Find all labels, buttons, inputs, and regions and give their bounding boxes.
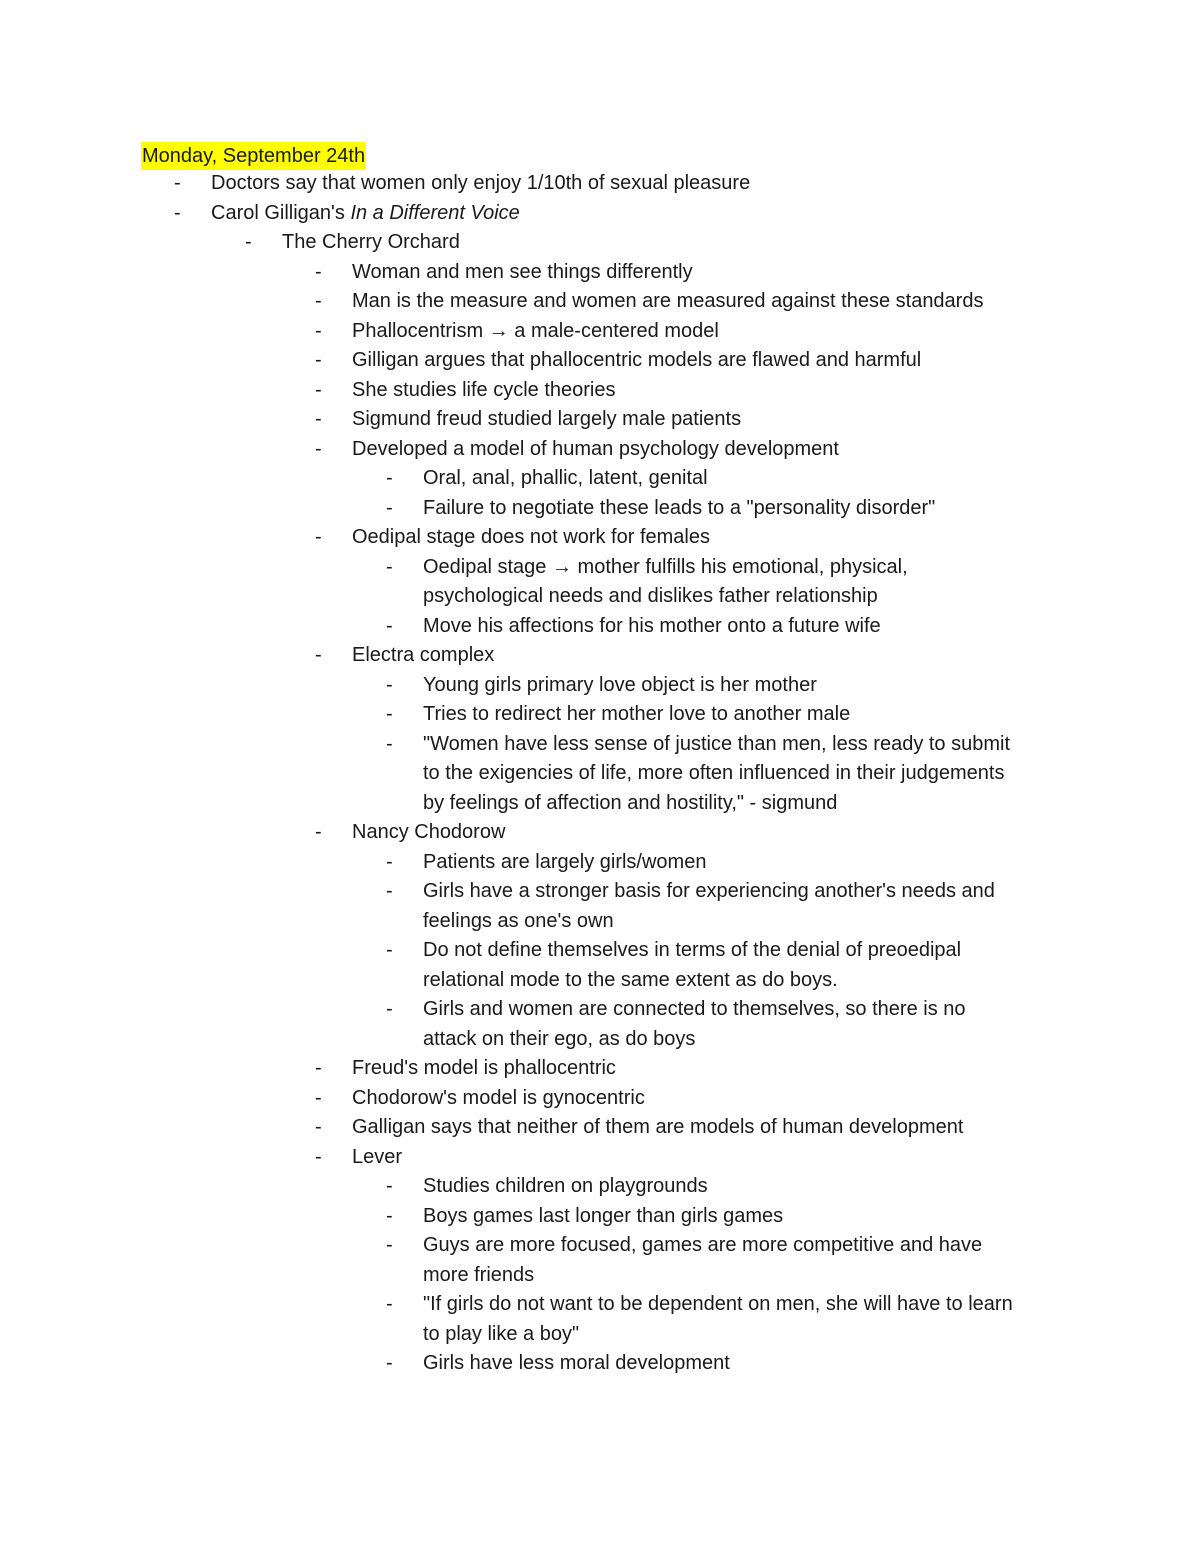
list-item-text: Galligan says that neither of them are models of human development <box>352 1116 964 1138</box>
list-item-text: relational mode to the same extent as do boys. <box>423 968 838 991</box>
bullet-dash: - <box>315 644 322 666</box>
list-item-text: Woman and men see things differently <box>352 260 693 283</box>
list-item-text: to play like a boy" <box>423 1322 580 1345</box>
list-item-text: feelings as one's own <box>423 909 614 932</box>
list-item-text: Do not define themselves in terms of the denial of preoedipal <box>423 939 962 961</box>
bullet-dash: - <box>386 880 393 902</box>
bullet-dash: - <box>315 1145 322 1168</box>
list-item-text: Oedipal stage does not work for females <box>352 526 710 548</box>
bullet-dash: - <box>315 349 322 371</box>
bullet-dash: - <box>386 673 393 696</box>
list-item-text: Guys are more focused, games are more competitive and have <box>423 1234 983 1256</box>
bullet-dash: - <box>386 1234 393 1256</box>
bullet-dash: - <box>386 614 393 637</box>
bullet-dash: - <box>315 821 322 843</box>
list-item-text: Girls and women are connected to themselves, so there is no <box>423 998 966 1020</box>
list-item-text: "If girls do not want to be dependent on men, she will have to learn <box>423 1293 1013 1315</box>
bullet-dash: - <box>315 319 322 342</box>
bullet-dash: - <box>174 172 181 194</box>
list-item-text: Chodorow's model is gynocentric <box>352 1086 645 1109</box>
bullet-dash: - <box>386 1175 393 1197</box>
list-item-text: more friends <box>423 1263 535 1286</box>
bullet-dash: - <box>386 703 393 725</box>
bullet-dash: - <box>245 231 252 253</box>
list-item-text: Developed a model of human psychology development <box>352 437 839 460</box>
list-item-text: psychological needs and dislikes father relationship <box>423 585 878 607</box>
bullet-dash: - <box>386 850 393 873</box>
list-item-text: Sigmund freud studied largely male patients <box>352 408 742 430</box>
bullet-dash: - <box>386 1293 393 1315</box>
bullet-dash: - <box>386 939 393 961</box>
bullet-dash: - <box>315 378 322 401</box>
list-item-text: The Cherry Orchard <box>282 231 460 253</box>
list-item-text: Patients are largely girls/women <box>423 850 707 873</box>
bullet-dash: - <box>315 437 322 460</box>
list-item-text: Lever <box>352 1145 403 1168</box>
bullet-dash: - <box>386 1352 393 1374</box>
bullet-dash: - <box>315 290 322 312</box>
list-item-text: Phallocentrism → a male-centered model <box>352 319 719 342</box>
list-item-text: Move his affections for his mother onto a future wife <box>423 614 881 637</box>
bullet-dash: - <box>386 555 393 578</box>
bullet-dash: - <box>315 1086 322 1109</box>
date-heading: Monday, September 24th <box>141 142 366 170</box>
book-title: In a Different Voice <box>350 201 520 224</box>
list-item-text: by feelings of affection and hostility," - sigmund <box>423 791 838 814</box>
bullet-dash: - <box>386 732 393 755</box>
bullet-dash: - <box>386 467 393 489</box>
list-item-text: Gilligan argues that phallocentric models are flawed and harmful <box>352 349 922 371</box>
list-item-text <box>211 199 520 229</box>
list-item-text: Electra complex <box>352 644 495 666</box>
list-item-text: Freud's model is phallocentric <box>352 1057 616 1079</box>
list-item-text: Oral, anal, phallic, latent, genital <box>423 467 708 489</box>
bullet-dash: - <box>386 1204 393 1227</box>
list-item-text: She studies life cycle theories <box>352 378 616 401</box>
bullet-dash: - <box>174 201 181 224</box>
list-item-text: Girls have a stronger basis for experiencing another's needs and <box>423 880 995 902</box>
list-item-text: "Women have less sense of justice than men, less ready to submit <box>423 732 1011 755</box>
bullet-dash: - <box>386 998 393 1020</box>
bullet-dash: - <box>315 1057 322 1079</box>
list-item-prefix: Carol Gilligan's <box>211 201 351 224</box>
list-item-text: Failure to negotiate these leads to a "personality disorder" <box>423 496 936 519</box>
list-item-text: Young girls primary love object is her mother <box>423 673 817 696</box>
list-item-text: Oedipal stage → mother fulfills his emotional, physical, <box>423 555 908 578</box>
list-item-text: Nancy Chodorow <box>352 821 506 843</box>
bullet-dash: - <box>386 496 393 519</box>
bullet-dash: - <box>315 260 322 283</box>
bullet-dash: - <box>315 1116 322 1138</box>
list-item-text: to the exigencies of life, more often influenced in their judgements <box>423 762 1005 784</box>
list-item-text: Tries to redirect her mother love to another male <box>423 703 851 725</box>
list-item-text: Girls have less moral development <box>423 1352 730 1374</box>
list-item-text: Studies children on playgrounds <box>423 1175 708 1197</box>
list-item-text: Doctors say that women only enjoy 1/10th of sexual pleasure <box>211 172 751 194</box>
list-item-text: Boys games last longer than girls games <box>423 1204 784 1227</box>
list-item-text: Man is the measure and women are measured against these standards <box>352 290 984 312</box>
bullet-dash: - <box>315 526 322 548</box>
bullet-dash: - <box>315 408 322 430</box>
list-item-text: attack on their ego, as do boys <box>423 1027 696 1050</box>
